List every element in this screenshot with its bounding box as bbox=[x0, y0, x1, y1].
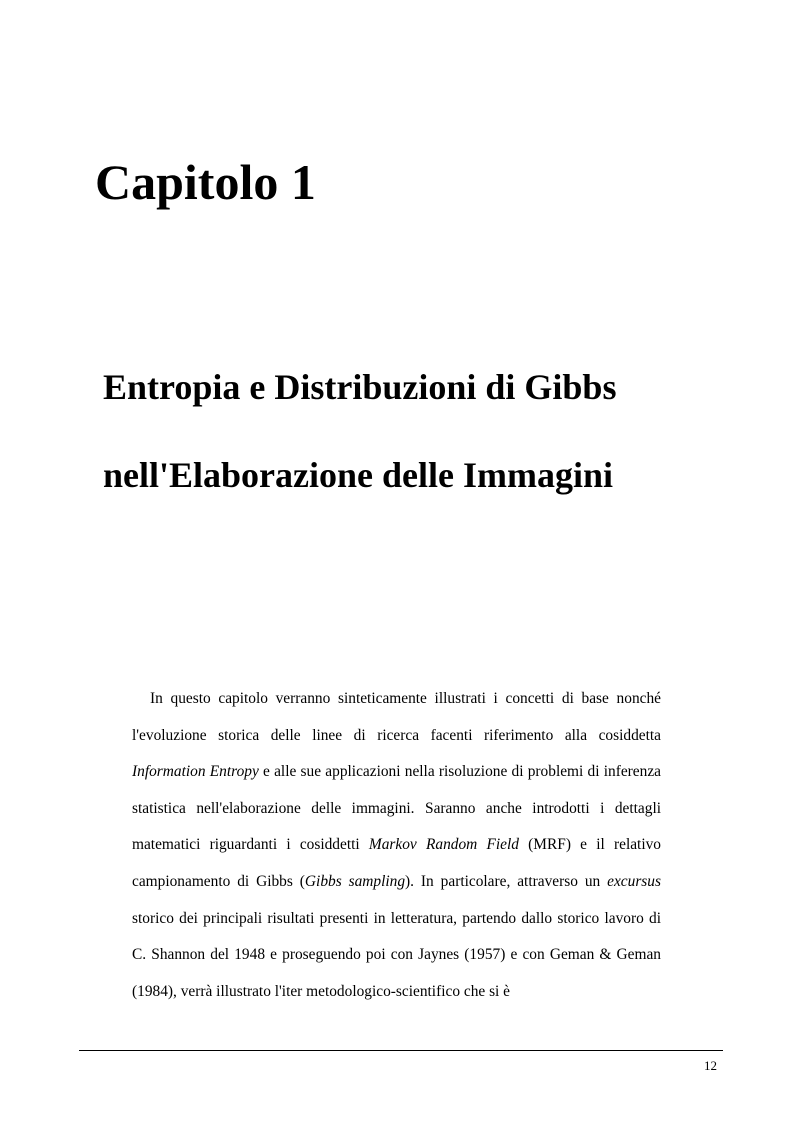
body-term-gibbs-sampling: Gibbs sampling bbox=[304, 872, 406, 890]
body-term-excursus: excursus bbox=[607, 872, 661, 890]
body-text-segment: ). In particolare, attraverso un bbox=[405, 872, 608, 890]
body-text-segment: storico dei principali risultati presenti in letteratura, partendo dallo storico lavoro di C. Shannon del 1948 e proseguendo poi con Jaynes (1957) e con Geman & Geman (1984), verrà illustrato l'iter metodologico-scientifico che si è bbox=[132, 909, 661, 1000]
body-term-information-entropy: Information Entropy bbox=[132, 763, 259, 781]
body-term-markov-random-field: Markov Random Field bbox=[368, 836, 519, 854]
chapter-title bbox=[103, 343, 616, 519]
chapter-title-line-1: Entropia e Distribuzioni di Gibbs bbox=[103, 367, 617, 407]
page-number: 12 bbox=[704, 1058, 717, 1073]
chapter-title-line-2: nell'Elaborazione delle Immagini bbox=[103, 455, 613, 495]
chapter-label: Capitolo 1 bbox=[95, 154, 316, 210]
body-text-segment: (MRF) e il relativo campionamento di Gibbs ( bbox=[132, 836, 661, 890]
body-text-segment: In questo capitolo verranno sinteticamente illustrati i concetti di base nonché l'evoluzione storica delle linee di ricerca facenti riferimento alla cosiddetta bbox=[132, 690, 661, 744]
footer-divider bbox=[79, 1050, 723, 1051]
body-paragraph bbox=[132, 681, 661, 1010]
body-text-segment: e alle sue applicazioni nella risoluzione di problemi di inferenza statistica nell'elaborazione delle immagini. Saranno anche introdotti i dettagli matematici riguardanti i cosiddetti bbox=[132, 763, 661, 854]
